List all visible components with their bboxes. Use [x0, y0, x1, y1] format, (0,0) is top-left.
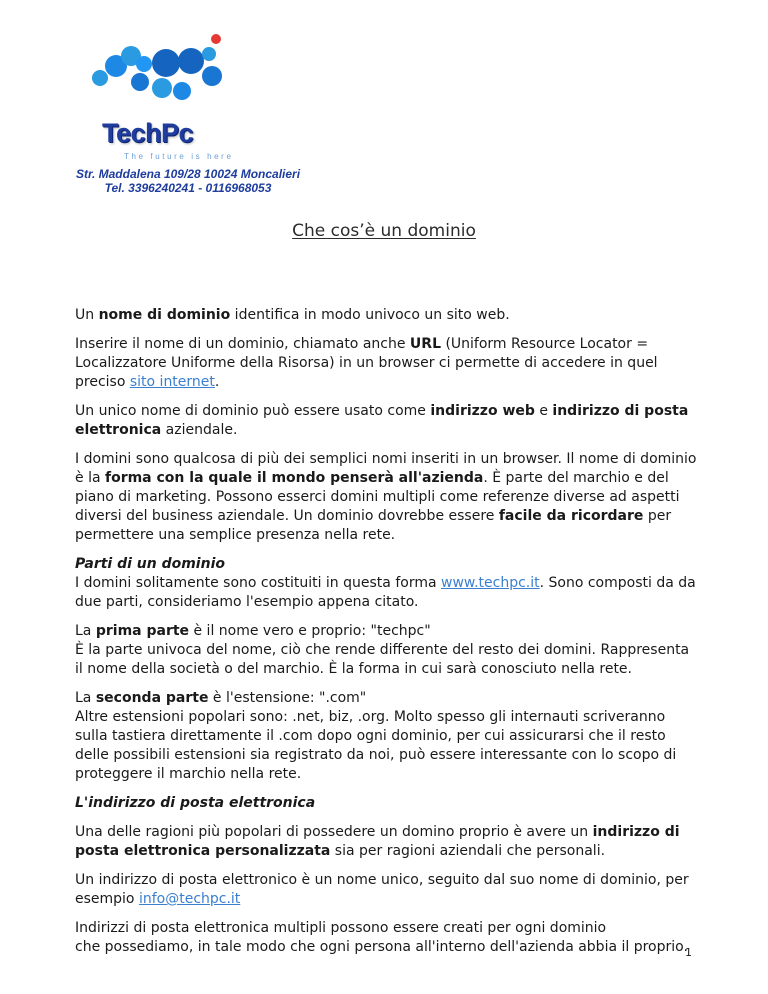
link-website[interactable]: www.techpc.it [441, 575, 540, 591]
paragraph: I domini sono qualcosa di più dei semplici nomi inseriti in un browser. Il nome di dominio è la forma con la quale il mondo penserà all'azienda. È parte del marchio e del piano di marketing. Possono esserci domini multipli come referenze diverse ad aspetti diversi del business aziendale. Un dominio dovrebbe essere facile da ricordare per permettere una semplice presenza nella rete. [75, 451, 697, 543]
logo-bubble [136, 56, 152, 72]
logo-tagline: The future is here [124, 152, 234, 161]
bold-text: indirizzo web [430, 403, 535, 419]
logo-bubble [173, 82, 191, 100]
logo-bubble [152, 49, 180, 77]
bold-text: indirizzo di posta elettronica personalizzata [75, 824, 680, 859]
logo-bubble [92, 70, 108, 86]
bold-text: seconda parte [95, 690, 209, 706]
logo-brand-name: TechPc [102, 118, 194, 148]
logo-bubble [178, 48, 204, 74]
paragraph: Parti di un dominio I domini solitamente sono costituiti in questa forma www.techpc.it. Sono composti da da due parti, consideriamo l'esempio appena citato. [75, 556, 696, 610]
bold-text: forma con la quale il mondo penserà all'azienda [104, 470, 484, 486]
logo-red-dot [211, 34, 221, 44]
paragraph: Indirizzi di posta elettronica multipli possono essere creati per ogni dominio che possediamo, in tale modo che ogni persona all'interno dell'azienda abbia il proprio. [75, 920, 688, 955]
paragraph: La prima parte è il nome vero e proprio: "techpc" È la parte univoca del nome, ciò che rende differente del resto dei domini. Rappresenta il nome della società o del marchio. È la forma in cui sarà conosciuto nella rete. [75, 623, 690, 677]
bold-text: indirizzo di posta elettronica [75, 403, 689, 438]
paragraph: Un nome di dominio identifica in modo univoco un sito web. [75, 307, 510, 323]
address-street: Str. Maddalena 109/28 10024 Moncalieri [75, 167, 301, 181]
bold-text: nome di dominio [98, 307, 231, 323]
paragraph: Un indirizzo di posta elettronico è un nome unico, seguito dal suo nome di dominio, per esempio info@techpc.it [75, 872, 689, 907]
paragraph: Un unico nome di dominio può essere usato come indirizzo web e indirizzo di posta elettronica aziendale. [75, 403, 689, 438]
logo-bubble [202, 47, 216, 61]
logo-bubble [152, 78, 172, 98]
logo-bubble [131, 73, 149, 91]
address-phone: Tel. 3396240241 - 0116968053 [104, 181, 272, 195]
document-title: Che cos’è un dominio [292, 221, 476, 241]
section-heading: L'indirizzo di posta elettronica [75, 795, 316, 811]
link-sito-internet[interactable]: sito internet [129, 374, 215, 390]
bold-text: facile da ricordare [498, 508, 644, 524]
page-number: 1 [685, 946, 692, 959]
document-body [75, 306, 700, 967]
bold-text: URL [409, 336, 441, 352]
logo-bubble [202, 66, 222, 86]
bold-text: prima parte [95, 623, 190, 639]
company-logo [26, 14, 304, 195]
paragraph: Inserire il nome di un dominio, chiamato anche URL (Uniform Resource Locator = Localizzatore Uniforme della Risorsa) in un browser ci permette di accedere in quel preciso sito internet. [75, 336, 658, 390]
link-email[interactable]: info@techpc.it [138, 891, 241, 907]
section-heading: Parti di un dominio [75, 556, 225, 572]
paragraph [75, 794, 700, 813]
paragraph: La seconda parte è l'estensione: ".com" Altre estensioni popolari sono: .net, biz, .org. Molto spesso gli internauti scriveranno sulla tastiera direttamente il .com dopo ogni dominio, per cui assicurarsi che il resto delle possibili estensioni sia registrato da noi, può essere interessante con lo scopo di proteggere il marchio nella rete. [75, 690, 677, 782]
logo-bubbles-graphic [26, 14, 304, 124]
paragraph: Una delle ragioni più popolari di possedere un domino proprio è avere un indirizzo di posta elettronica personalizzata sia per ragioni aziendali che personali. [75, 824, 680, 859]
logo-address [68, 167, 308, 195]
